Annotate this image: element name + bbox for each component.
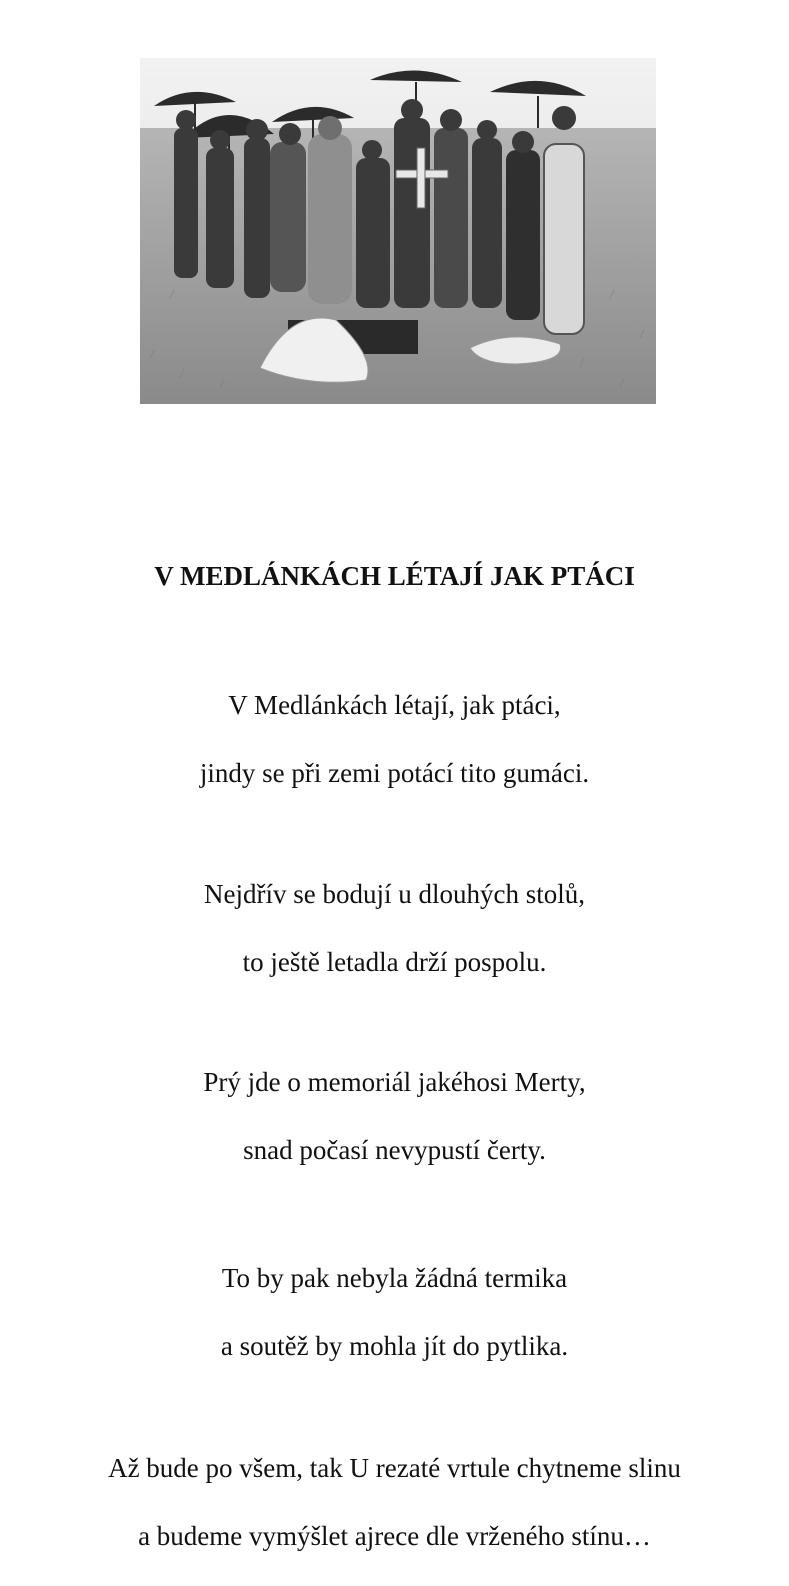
poem-title: V MEDLÁNKÁCH LÉTAJÍ JAK PTÁCI [154, 561, 635, 591]
poem-line: to ještě letadla drží pospolu. [242, 947, 547, 977]
poem-line: To by pak nebyla žádná termika [221, 1263, 568, 1293]
poem-line: Prý jde o memoriál jakéhosi Merty, [203, 1067, 586, 1097]
poem-line: Nejdřív se bodují u dlouhých stolů, [204, 879, 585, 909]
poem-stanza [0, 1260, 789, 1396]
poem-line: a budeme vymýšlet ajrece dle vrženého stínu… [138, 1521, 651, 1551]
group-photo [140, 58, 656, 404]
poem-line: a soutěž by mohla jít do pytlika. [220, 1331, 569, 1361]
poem-stanza [0, 687, 789, 823]
poem-stanza [0, 876, 789, 1012]
poem-stanza [0, 1064, 789, 1200]
poem-line: jindy se při zemi potácí tito gumáci. [199, 758, 590, 788]
poem-line: snad počasí nevypustí čerty. [243, 1135, 546, 1165]
poem-stanza [0, 1450, 789, 1586]
poem-line: Až bude po všem, tak U rezaté vrtule chytneme slinu [108, 1453, 681, 1483]
poem-line: V Medlánkách létají, jak ptáci, [228, 690, 561, 720]
